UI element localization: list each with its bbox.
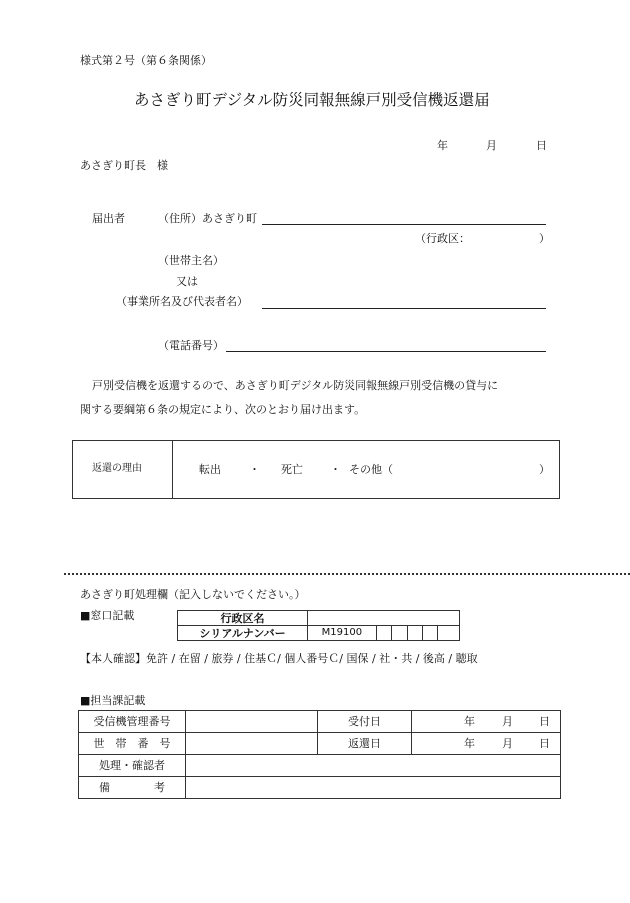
- row-label: 世 帯 番 号: [79, 733, 186, 755]
- received-date-cell[interactable]: 年 月 日: [412, 711, 561, 733]
- address-field[interactable]: [262, 224, 546, 225]
- identity-check-line: 【本人確認】免許 / 在留 / 旅券 / 住基Ｃ/ 個人番号Ｃ/ 国保 / 社・共 / 後高 / 聴取: [80, 652, 478, 665]
- office-heading: あさぎり町処理欄（記入しないでください。）: [80, 588, 306, 601]
- date-month: 月: [486, 139, 497, 152]
- form-title: あさぎり町デジタル防災同報無線戸別受信機返還届: [134, 91, 490, 109]
- household-label: （世帯主名）: [158, 254, 224, 267]
- received-date-label: 受付日: [318, 711, 412, 733]
- reason-label: 返還の理由: [92, 463, 142, 474]
- serial-prefix: M19100: [308, 626, 377, 641]
- dept-section-label: ■担当課記載: [80, 694, 146, 707]
- return-date-label: 返還日: [318, 733, 412, 755]
- reason-option-moveout[interactable]: 転出: [199, 463, 221, 476]
- table-row: [79, 777, 561, 799]
- date-year: 年: [437, 139, 448, 152]
- reason-divider: [172, 440, 173, 498]
- serial-digit-cell[interactable]: [407, 626, 422, 641]
- row-label: 備 考: [79, 777, 186, 799]
- dept-table: [78, 710, 561, 799]
- table-row: [79, 733, 561, 755]
- reason-dot-1: ・: [249, 463, 260, 476]
- district-name-header: 行政区名: [178, 611, 308, 626]
- address-label: （住所）あさぎり町: [158, 212, 257, 225]
- household-number-cell[interactable]: [186, 733, 318, 755]
- date-day: 日: [536, 139, 547, 152]
- form-number: 様式第２号（第６条関係）: [80, 54, 212, 67]
- mgmt-number-cell[interactable]: [186, 711, 318, 733]
- remarks-cell[interactable]: [186, 777, 561, 799]
- row-label: 処理・確認者: [79, 755, 186, 777]
- serial-header: シリアルナンバー: [178, 626, 308, 641]
- processor-cell[interactable]: [186, 755, 561, 777]
- applicant-label: 届出者: [92, 212, 125, 225]
- reason-option-other[interactable]: その他（: [349, 463, 393, 476]
- phone-field[interactable]: [226, 351, 546, 352]
- serial-digit-cell[interactable]: [438, 626, 460, 641]
- reason-box: [72, 440, 560, 499]
- serial-digit-cell[interactable]: [392, 626, 407, 641]
- name-field[interactable]: [262, 308, 546, 309]
- body-line-2: 関する要綱第６条の規定により、次のとおり届け出ます。: [80, 403, 366, 416]
- cut-line: [64, 573, 630, 575]
- window-table: [177, 610, 460, 641]
- phone-label: （電話番号）: [158, 339, 224, 352]
- window-section-label: ■窓口記載: [80, 609, 135, 622]
- return-date-cell[interactable]: 年 月 日: [412, 733, 561, 755]
- district-name-cell[interactable]: [308, 611, 460, 626]
- table-row: [79, 711, 561, 733]
- district-close: ）: [539, 232, 550, 245]
- serial-digit-cell[interactable]: [422, 626, 437, 641]
- table-row: [79, 755, 561, 777]
- reason-option-death[interactable]: 死亡: [281, 463, 303, 476]
- serial-digit-cell[interactable]: [376, 626, 391, 641]
- addressee: あさぎり町長 様: [80, 159, 168, 172]
- reason-dot-2: ・: [330, 463, 341, 476]
- row-label: 受信機管理番号: [79, 711, 186, 733]
- body-line-1: 戸別受信機を返還するので、あさぎり町デジタル防災同報無線戸別受信機の貸与に: [92, 379, 499, 392]
- business-label: （事業所名及び代表者名）: [116, 295, 248, 308]
- reason-close: ）: [539, 463, 550, 476]
- district-label: （行政区：: [415, 232, 470, 245]
- or-label: 又は: [176, 275, 198, 288]
